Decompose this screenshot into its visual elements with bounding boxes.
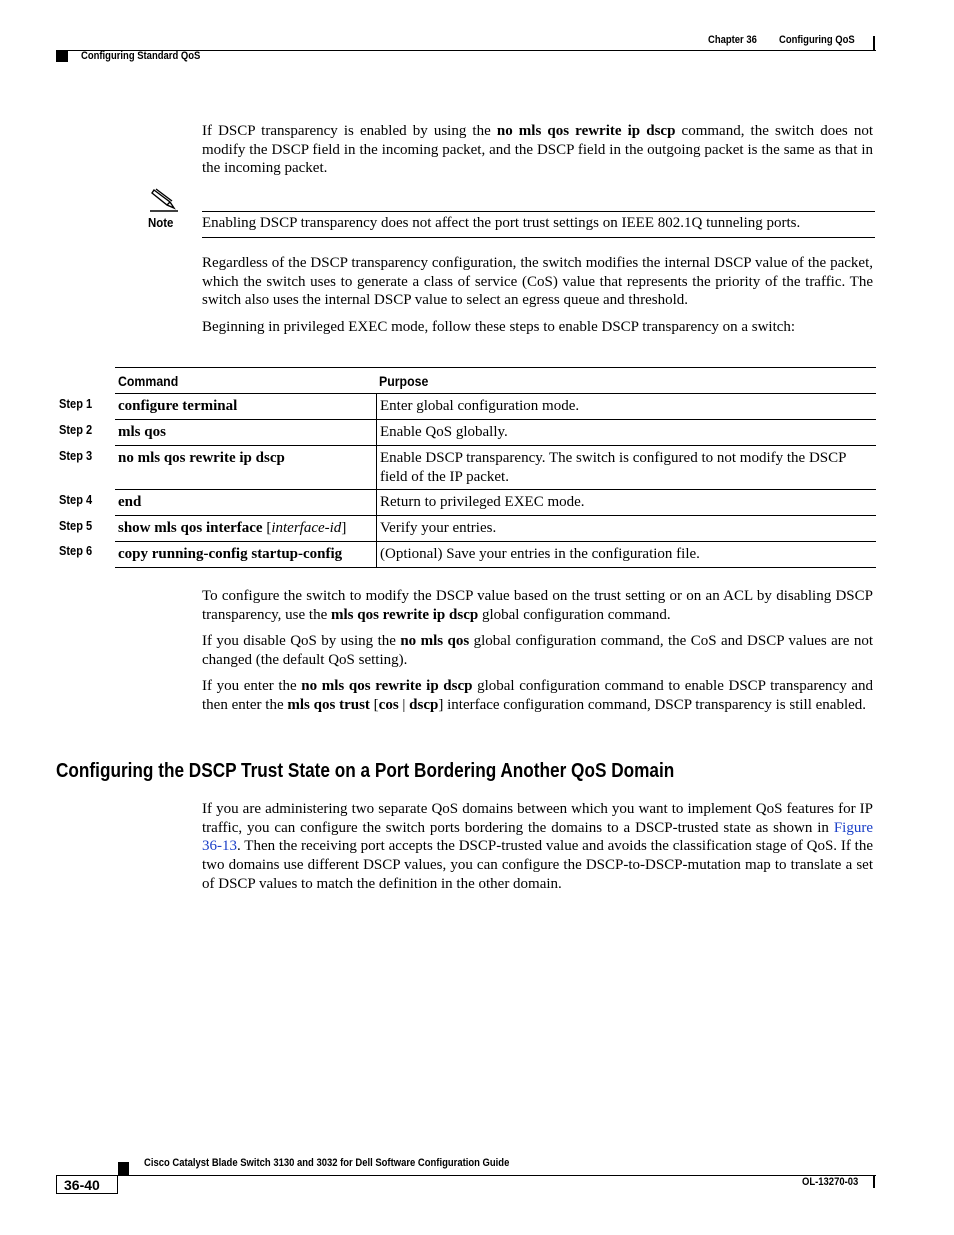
command-text: mls qos trust xyxy=(287,696,370,713)
step-label: Step 2 xyxy=(59,422,93,437)
step-label: Step 4 xyxy=(59,492,93,507)
step-label: Step 6 xyxy=(59,543,93,558)
paragraph-disable-qos: If you disable QoS by using the no mls qos global configuration command, the CoS and DSCP values are not changed (the default QoS setting). xyxy=(202,633,874,668)
table-row xyxy=(115,420,876,446)
footer-title: Cisco Catalyst Blade Switch 3130 and 3032 for Dell Software Configuration Guide xyxy=(144,1157,510,1169)
section-heading: Configuring the DSCP Trust State on a Port Bordering Another QoS Domain xyxy=(56,760,675,782)
paragraph-trust-state: If you are administering two separate QoS domains between which you want to implement QoS features for IP traffic, you can configure the switch ports bordering the domains to a DSCP-trusted state as shown in Figure 36-13. Then the receiving port accepts the DSCP-trusted value and avoids the classification stage of QoS. If the two domains use different DSCP values, you can configure the DSCP-to-DSCP-mutation map to translate a set of DSCP values to match the definition in the other domain. xyxy=(202,801,873,892)
table-row xyxy=(115,394,876,420)
footer-doc-id: OL-13270-03 xyxy=(802,1176,859,1188)
command-cell: no mls qos rewrite ip dscp xyxy=(118,450,285,466)
purpose-cell: Verify your entries. xyxy=(376,516,876,541)
steps-table xyxy=(115,367,876,568)
step-label: Step 3 xyxy=(59,448,93,463)
command-cell: mls qos xyxy=(118,424,166,440)
note-bottom-rule xyxy=(202,237,875,238)
note-top-rule xyxy=(202,211,875,212)
paragraph-disable-transparency: To configure the switch to modify the DSCP value based on the trust setting or on an ACL by disabling DSCP transparency, use the mls qos rewrite ip dscp global configuration command. xyxy=(202,588,873,623)
footer-rule xyxy=(118,1175,876,1176)
note-text: Enabling DSCP transparency does not affect the port trust settings on IEEE 802.1Q tunneling ports. xyxy=(202,215,801,231)
page-number-box xyxy=(56,1175,118,1194)
command-text: no mls qos xyxy=(400,633,470,649)
column-header-purpose: Purpose xyxy=(379,373,429,389)
command-cell: show mls qos interface [interface-id] xyxy=(118,520,347,536)
figure-link[interactable]: Figure 36-13 xyxy=(202,819,873,855)
header-chapter-title: Configuring QoS xyxy=(779,34,855,46)
purpose-cell: Enter global configuration mode. xyxy=(376,394,876,419)
purpose-cell: Enable DSCP transparency. The switch is configured to not modify the DSCP field of the IP packet. xyxy=(376,446,876,489)
intro-paragraph: If DSCP transparency is enabled by using the no mls qos rewrite ip dscp command, the switch does not modify the DSCP field in the incoming packet, and the DSCP field in the outgoing packet is the same as that in the incoming packet. xyxy=(202,123,873,177)
paragraph-steps-intro: Beginning in privileged EXEC mode, follow these steps to enable DSCP transparency on a switch: xyxy=(202,319,796,335)
table-row xyxy=(115,542,876,568)
pencil-note-icon xyxy=(150,186,180,212)
header-marker xyxy=(56,51,68,62)
step-label: Step 1 xyxy=(59,396,93,411)
table-row xyxy=(115,516,876,542)
command-cell: end xyxy=(118,494,142,510)
paragraph-trust-transparency: If you enter the no mls qos rewrite ip dscp global configuration command to enable DSCP transparency and then enter the mls qos trust [cos | dscp] interface configuration command, DSCP transparency is still enabled. xyxy=(202,678,873,713)
footer-marker xyxy=(118,1162,129,1175)
header-chapter: Chapter 36 xyxy=(708,34,757,46)
table-row xyxy=(115,446,876,490)
page-number: 36-40 xyxy=(64,1177,100,1193)
header-section: Configuring Standard QoS xyxy=(81,50,201,62)
purpose-cell: (Optional) Save your entries in the configuration file. xyxy=(376,542,876,567)
table-header-row xyxy=(115,367,876,394)
step-label: Step 5 xyxy=(59,518,93,533)
command-text: no mls qos rewrite ip dscp xyxy=(301,678,473,694)
command-cell: copy running-config startup-config xyxy=(118,546,343,562)
command-text: mls qos rewrite ip dscp xyxy=(330,606,479,623)
paragraph-internal-dscp: Regardless of the DSCP transparency configuration, the switch modifies the internal DSCP value of the packet, which the switch uses to generate a class of service (CoS) value that represents the priority of the traffic. The switch also uses the internal DSCP value to select an egress queue and threshold. xyxy=(202,255,873,309)
table-row xyxy=(115,490,876,516)
command-text: no mls qos rewrite ip dscp xyxy=(496,123,676,139)
note-label: Note xyxy=(148,215,174,230)
command-cell: configure terminal xyxy=(118,398,238,414)
purpose-cell: Enable QoS globally. xyxy=(376,420,876,445)
column-header-command: Command xyxy=(118,373,179,389)
footer-tick xyxy=(873,1175,875,1188)
header-tick xyxy=(873,36,875,51)
purpose-cell: Return to privileged EXEC mode. xyxy=(376,490,876,515)
